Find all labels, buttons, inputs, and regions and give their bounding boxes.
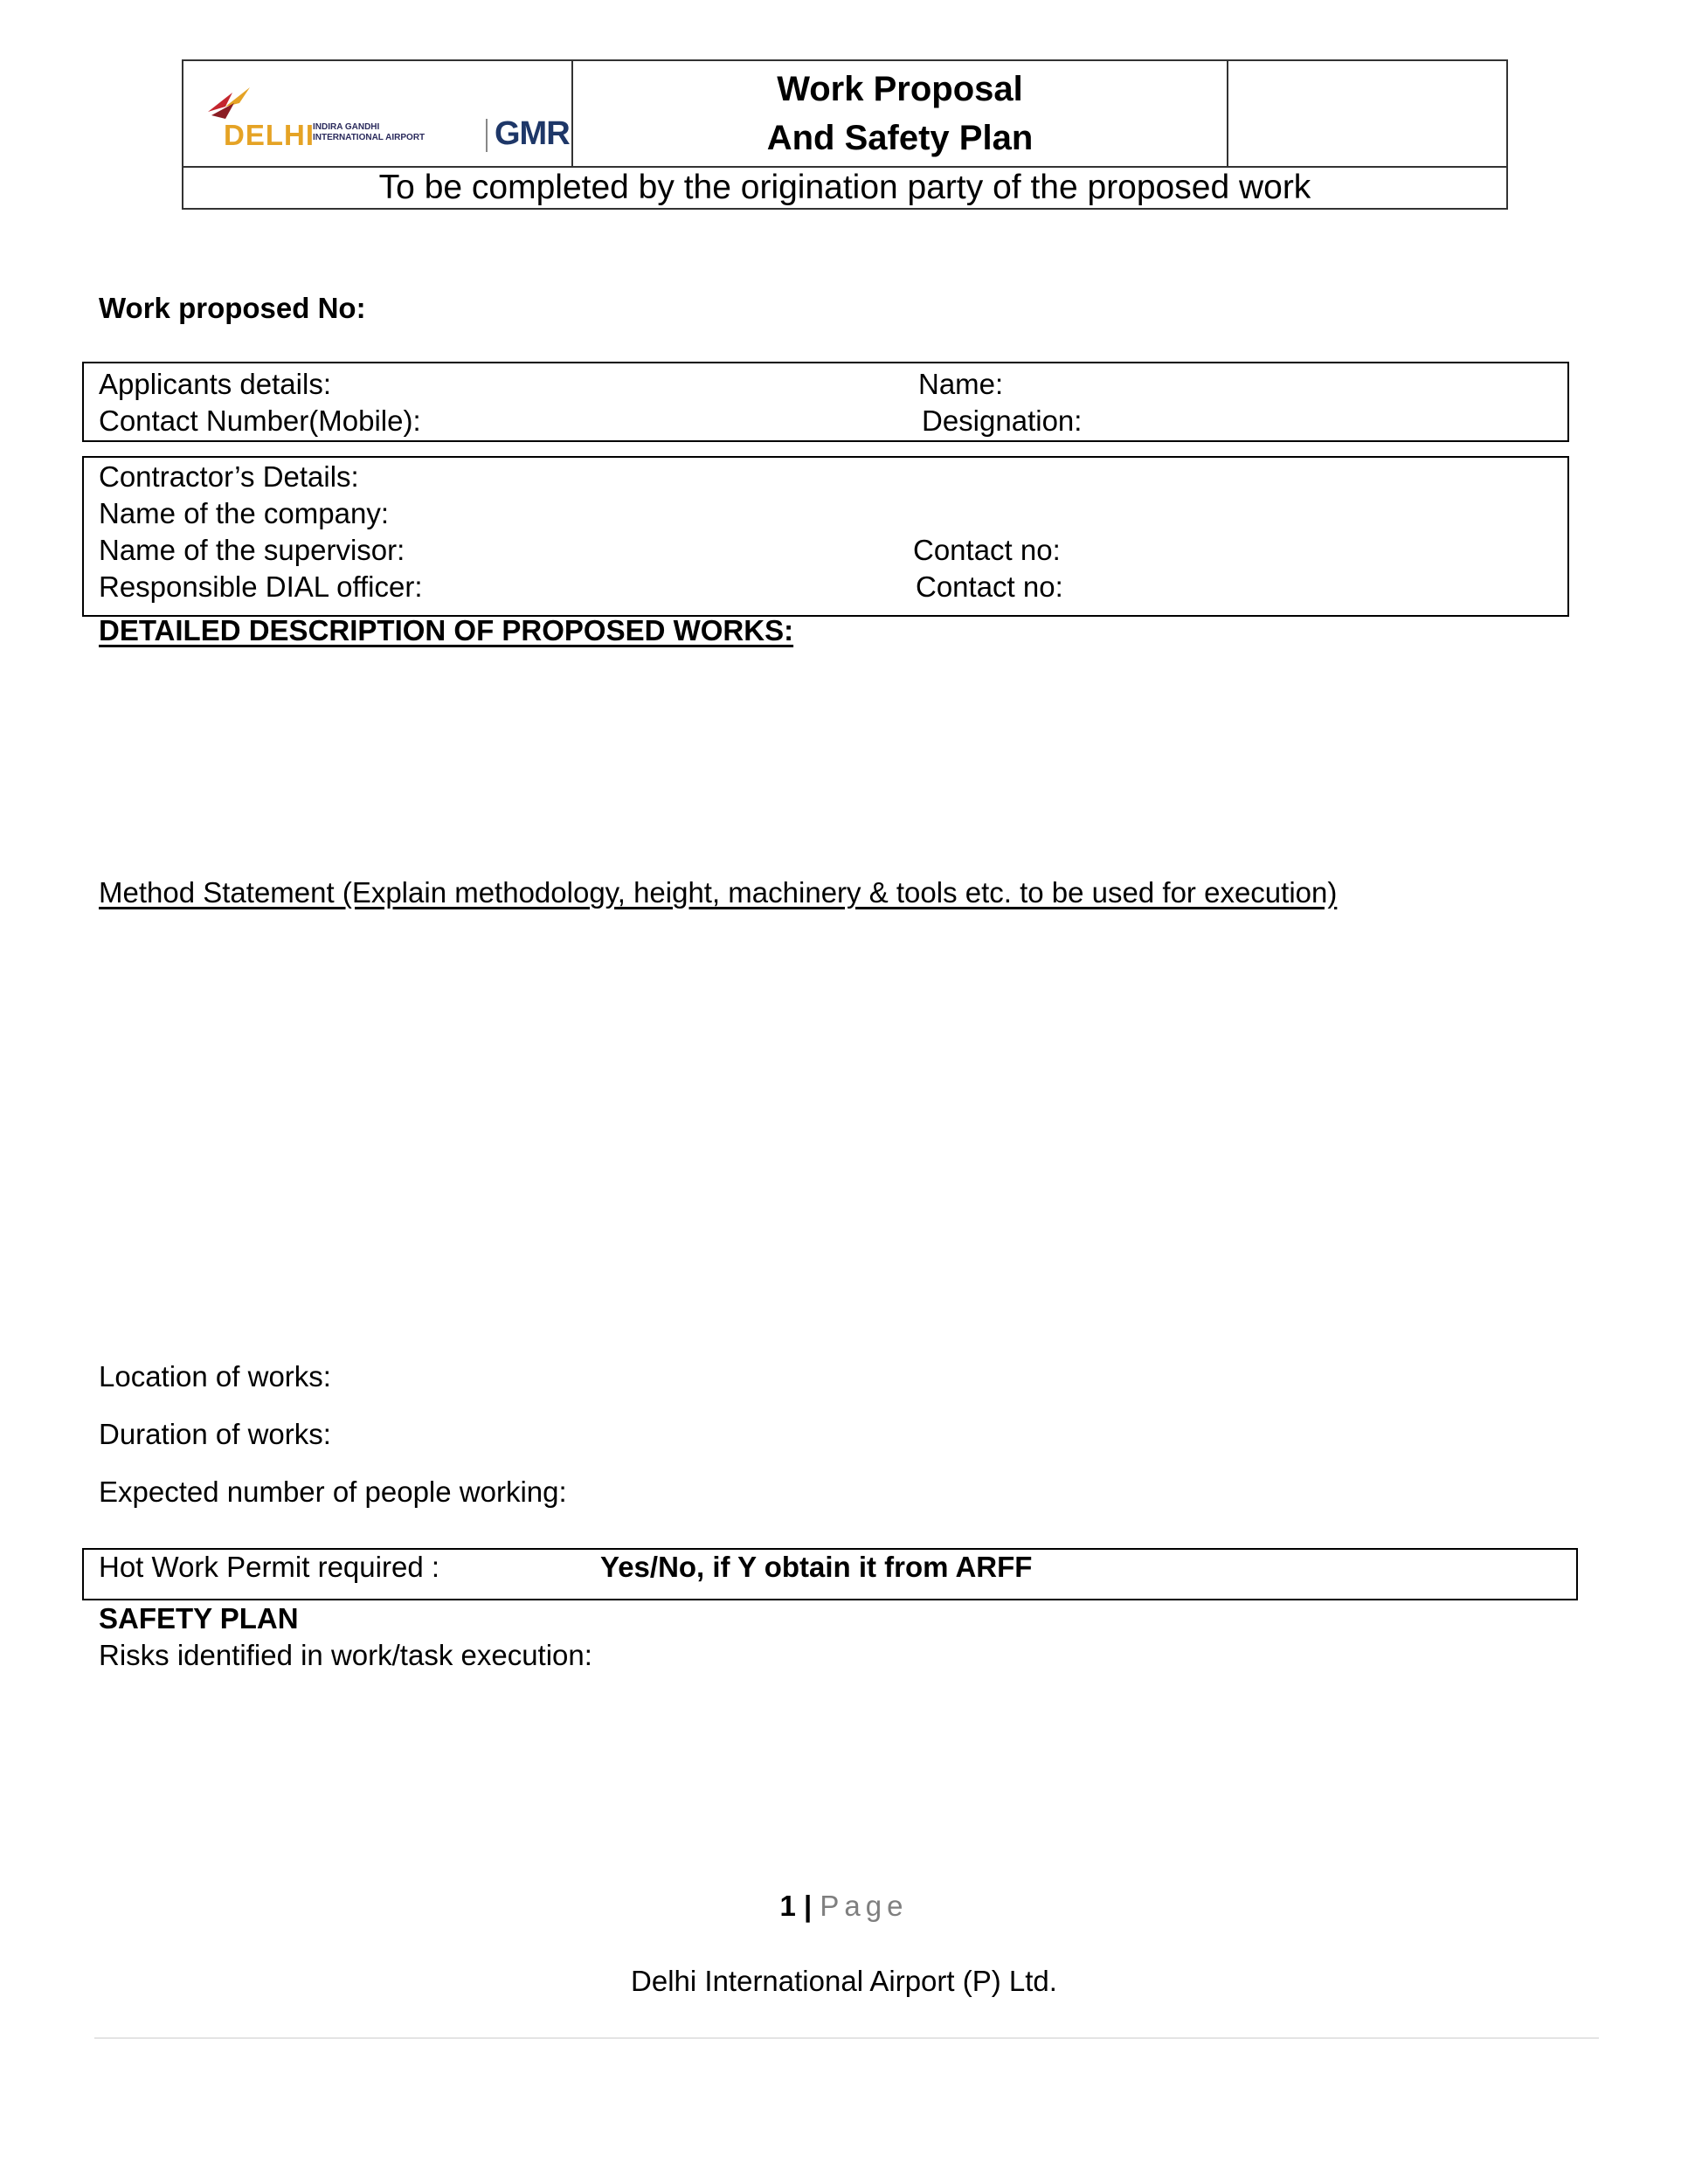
document-subtitle: To be completed by the origination party of the proposed work — [378, 169, 1311, 206]
method-statement-heading: Method Statement (Explain methodology, height, machinery & tools etc. to be used for execution) — [99, 876, 1338, 909]
designation-label: Designation: — [922, 404, 1083, 437]
page-separator: | — [804, 1890, 813, 1922]
page-number: 1 — [779, 1890, 796, 1922]
page-word: Page — [820, 1890, 909, 1922]
logo-partner-text: GMR — [495, 115, 570, 152]
footer-rule — [94, 2037, 1599, 2039]
supervisor-name-label: Name of the supervisor: — [99, 534, 405, 566]
hot-work-permit-value: Yes/No, if Y obtain it from ARFF — [600, 1551, 1033, 1583]
logo-divider — [486, 119, 488, 152]
duration-label: Duration of works: — [99, 1418, 331, 1450]
title-cell — [573, 61, 1228, 166]
company-name-label: Name of the company: — [99, 497, 389, 529]
dial-contact-label: Contact no: — [916, 570, 1063, 603]
page-number-footer — [0, 1889, 1688, 1924]
logo-brand-text: DELHI — [224, 119, 315, 151]
header-table — [182, 59, 1508, 210]
header-blank-cell — [1228, 61, 1506, 166]
location-label: Location of works: — [99, 1360, 331, 1393]
work-proposed-no-label: Work proposed No: — [99, 292, 366, 324]
footer-company-name: Delhi International Airport (P) Ltd. — [631, 1965, 1057, 1997]
applicant-details-label: Applicants details: — [99, 368, 331, 400]
document-title-line2: And Safety Plan — [766, 119, 1034, 157]
risks-identified-label: Risks identified in work/task execution: — [99, 1639, 592, 1671]
logo-airport-name — [313, 122, 425, 143]
supervisor-contact-label: Contact no: — [913, 534, 1061, 566]
document-title-line1: Work Proposal — [777, 70, 1023, 108]
hot-work-permit-label: Hot Work Permit required : — [99, 1551, 440, 1583]
safety-plan-heading: SAFETY PLAN — [99, 1602, 299, 1635]
logo-cell — [183, 61, 573, 166]
contractor-details-label: Contractor’s Details: — [99, 460, 359, 493]
applicant-name-label: Name: — [918, 368, 1004, 400]
subtitle-row — [183, 166, 1506, 208]
dial-officer-label: Responsible DIAL officer: — [99, 570, 423, 603]
logo-airport-line1: INDIRA GANDHI — [313, 122, 380, 132]
contact-number-label: Contact Number(Mobile): — [99, 404, 421, 437]
logo-airport-line2: INTERNATIONAL AIRPORT — [313, 133, 425, 142]
people-count-label: Expected number of people working: — [99, 1476, 567, 1508]
detailed-description-heading: DETAILED DESCRIPTION OF PROPOSED WORKS: — [99, 614, 794, 646]
